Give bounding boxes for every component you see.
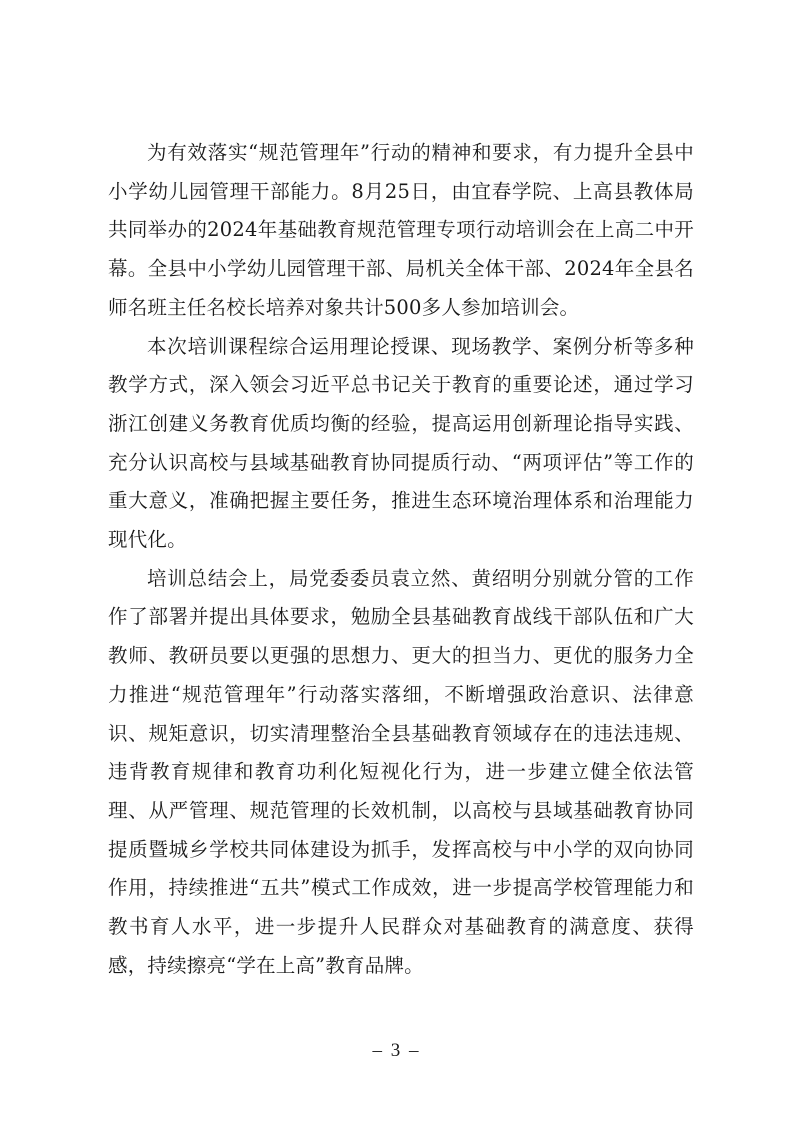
document-body: [108, 134, 694, 985]
page-number: – 3 –: [372, 1040, 421, 1061]
paragraph-1: 为有效落实“规范管理年”行动的精神和要求，有力提升全县中小学幼儿园管理干部能力。8月25日，由宜春学院、上高县教体局共同举办的2024年基础教育规范管理专项行动培训会在上高二中开幕。全县中小学幼儿园管理干部、局机关全体干部、2024年全县名师名班主任名校长培养对象共计500多人参加培训会。: [108, 141, 694, 319]
paragraph-2: 本次培训课程综合运用理论授课、现场教学、案例分析等多种教学方式，深入领会习近平总书记关于教育的重要论述，通过学习浙江创建义务教育优质均衡的经验，提高运用创新理论指导实践、充分认识高校与县域基础教育协同提质行动、“两项评估”等工作的重大意义，准确把握主要任务，推进生态环境治理体系和治理能力现代化。: [108, 334, 694, 552]
paragraph-3: 培训总结会上，局党委委员袁立然、黄绍明分别就分管的工作作了部署并提出具体要求，勉励全县基础教育战线干部队伍和广大教师、教研员要以更强的思想力、更大的担当力、更优的服务力全力推进“规范管理年”行动落实落细，不断增强政治意识、法律意识、规矩意识，切实清理整治全县基础教育领域存在的违法违规、违背教育规律和教育功利化短视化行为，进一步建立健全依法管理、从严管理、规范管理的长效机制，以高校与县域基础教育协同提质暨城乡学校共同体建设为抓手，发挥高校与中小学的双向协同作用，持续推进“五共”模式工作成效，进一步提高学校管理能力和教书育人水平，进一步提升人民群众对基础教育的满意度、获得感，持续擦亮“学在上高”教育品牌。: [108, 566, 694, 977]
